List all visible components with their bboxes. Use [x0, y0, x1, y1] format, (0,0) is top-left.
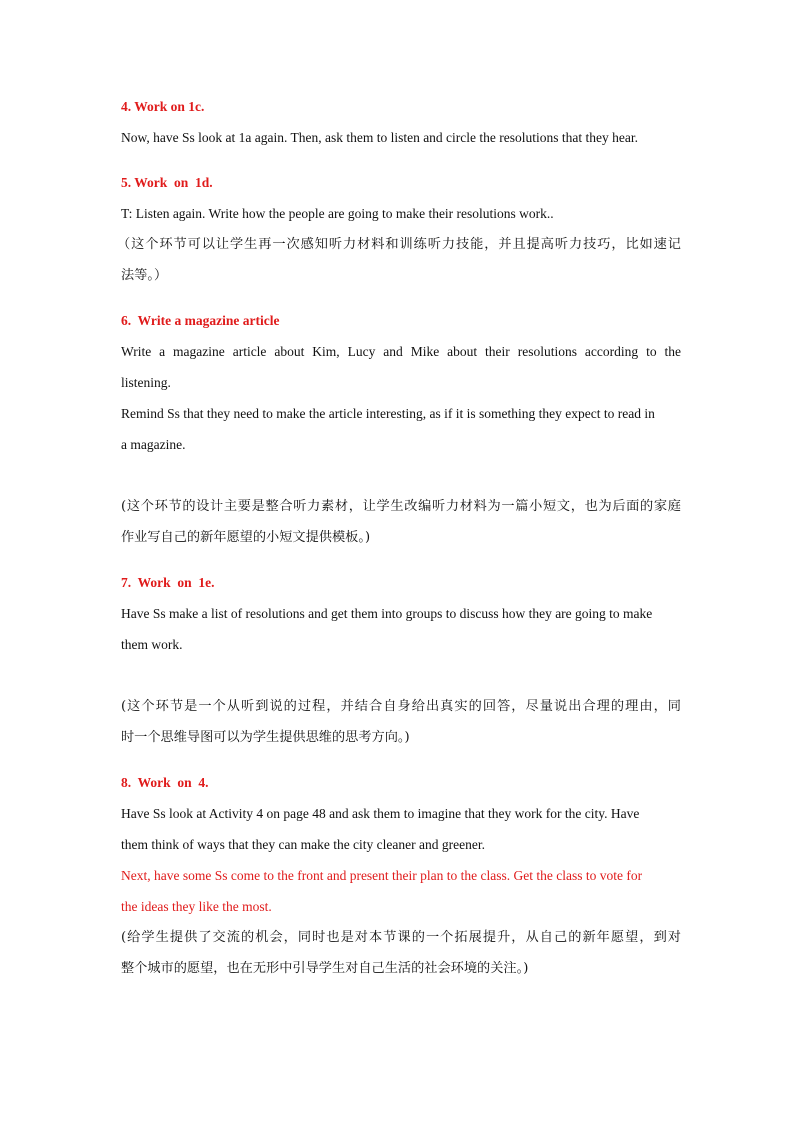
- paragraph-line: Now, have Ss look at 1a again. Then, ask them to listen and circle the resolutions that they hear.: [121, 130, 638, 145]
- section-heading: 6. Write a magazine article: [121, 313, 280, 328]
- paragraph-line: a magazine.: [121, 437, 186, 452]
- paragraph-line: (这个环节的设计主要是整合听力素材，让学生改编听力材料为一篇小短文，也为后面的家庭: [121, 499, 681, 514]
- document-page: [117, 96, 681, 984]
- section-work-on-4: [121, 772, 681, 984]
- section-heading: 5. Work on 1d.: [121, 175, 213, 190]
- paragraph-line: Have Ss make a list of resolutions and get them into groups to discuss how they are going to make: [121, 606, 653, 621]
- paragraph-line: Write a magazine article about Kim, Lucy and Mike about their resolutions according to the: [121, 344, 681, 359]
- section-work-on-1c: [121, 96, 681, 153]
- paragraph-line: 法等。）: [121, 268, 168, 283]
- section-heading: 7. Work on 1e.: [121, 575, 215, 590]
- paragraph-line: Remind Ss that they need to make the article interesting, as if it is something they expect to read in: [121, 406, 655, 421]
- highlighted-line: the ideas they like the most.: [121, 899, 272, 914]
- highlighted-line: Next, have some Ss come to the front and present their plan to the class. Get the class to vote for: [121, 868, 643, 883]
- section-heading: 8. Work on 4.: [121, 775, 209, 790]
- paragraph-line: them work.: [121, 637, 183, 652]
- paragraph-line: 作业写自己的新年愿望的小短文提供模板。): [121, 530, 371, 545]
- section-heading: 4. Work on 1c.: [121, 99, 205, 114]
- paragraph-line: Have Ss look at Activity 4 on page 48 and ask them to imagine that they work for the city. Have: [121, 806, 640, 821]
- section-write-magazine-article: [121, 310, 681, 553]
- section-work-on-1e: [121, 572, 681, 753]
- blank-line: [121, 660, 681, 691]
- paragraph-line: them think of ways that they can make the city cleaner and greener.: [121, 837, 485, 852]
- paragraph-line: (这个环节是一个从听到说的过程，并结合自身给出真实的回答，尽量说出合理的理由，同: [121, 699, 681, 714]
- paragraph-line: （这个环节可以让学生再一次感知听力材料和训练听力技能，并且提高听力技巧，比如速记: [117, 237, 681, 252]
- section-work-on-1d: [117, 172, 681, 291]
- paragraph-line: listening.: [121, 375, 171, 390]
- paragraph-line: T: Listen again. Write how the people are going to make their resolutions work..: [121, 206, 554, 221]
- paragraph-line: 时一个思维导图可以为学生提供思维的思考方向。): [121, 730, 410, 745]
- paragraph-line: (给学生提供了交流的机会，同时也是对本节课的一个拓展提升，从自己的新年愿望，到对: [121, 930, 681, 945]
- paragraph-line: 整个城市的愿望，也在无形中引导学生对自己生活的社会环境的关注。): [121, 961, 529, 976]
- blank-line: [121, 460, 681, 491]
